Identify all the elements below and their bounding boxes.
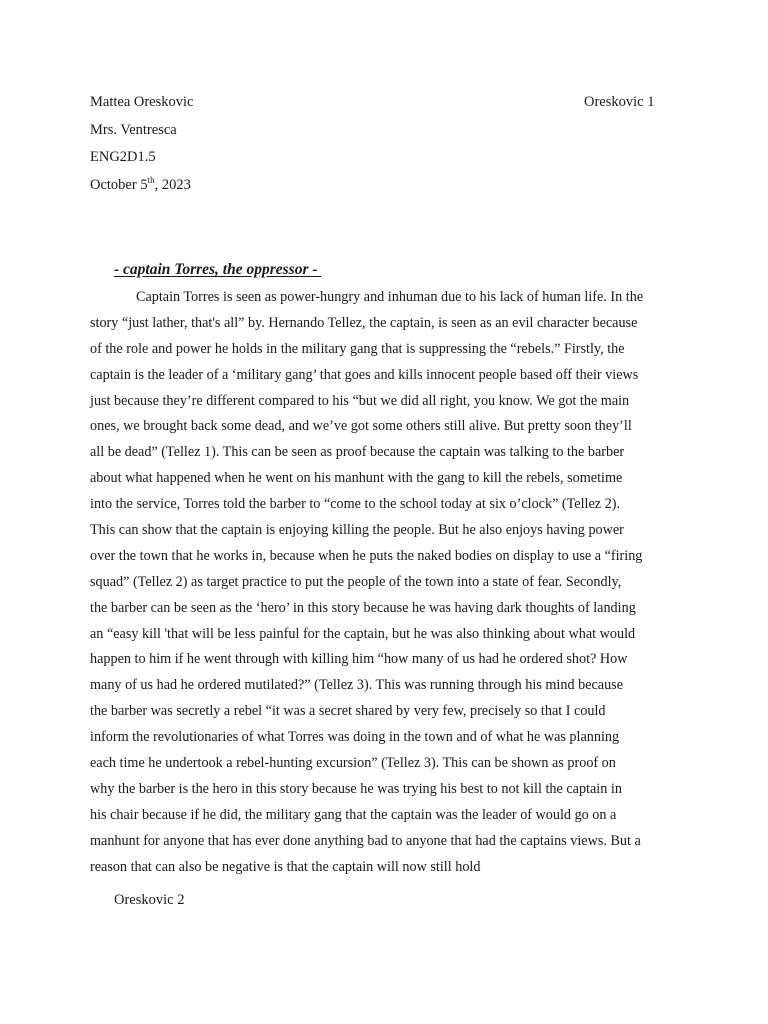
body-line: squad” (Tellez 2) as target practice to put the people of the town into a state of fear. Secondly, xyxy=(90,573,622,590)
body-line: all be dead” (Tellez 1). This can be seen as proof because the captain was talking to the barber xyxy=(90,444,625,461)
author-name: Mattea Oreskovic xyxy=(90,94,194,110)
body-line: many of us had he ordered mutilated?” (Tellez 3). This was running through his mind because xyxy=(90,677,623,694)
body-line: ones, we brought back some dead, and we’ve got some others still alive. But pretty soon they’ll xyxy=(90,418,632,435)
body-line: happen to him if he went through with killing him “how many of us had he ordered shot? How xyxy=(90,651,628,668)
body-line: of the role and power he holds in the military gang that is suppressing the “rebels.” Firstly, the xyxy=(90,340,625,357)
body-line: reason that can also be negative is that the captain will now still hold xyxy=(90,858,481,875)
body-line: the barber can be seen as the ‘hero’ in this story because he was having dark thoughts of landing xyxy=(90,599,636,616)
essay-date xyxy=(90,176,191,194)
body-line: story “just lather, that's all” by. Hernando Tellez, the captain, is seen as an evil character because xyxy=(90,314,638,331)
date-superscript: th xyxy=(147,175,155,186)
body-line: why the barber is the hero in this story because he was trying his best to not kill the captain in xyxy=(90,780,622,797)
body-line: each time he undertook a rebel-hunting excursion” (Tellez 3). This can be shown as proof on xyxy=(90,755,616,772)
body-line: Captain Torres is seen as power-hungry and inhuman due to his lack of human life. In the xyxy=(136,289,644,305)
body-line: captain is the leader of a ‘military gang’ that goes and kills innocent people based off their views xyxy=(90,366,639,383)
body-line: the barber was secretly a rebel “it was a secret shared by very few, precisely so that I could xyxy=(90,703,606,720)
page-header-number: Oreskovic 1 xyxy=(584,94,655,110)
essay-body xyxy=(90,287,690,882)
date-year: , 2023 xyxy=(154,177,191,193)
essay-title: - captain Torres, the oppressor - xyxy=(114,261,322,278)
date-main: October 5 xyxy=(90,177,148,193)
body-line: an “easy kill 'that will be less painful for the captain, but he was also thinking about what would xyxy=(90,625,636,642)
body-line: about what happened when he went on his manhunt with the gang to kill the rebels, sometime xyxy=(90,470,623,487)
page-footer-number: Oreskovic 2 xyxy=(114,892,185,908)
teacher-name: Mrs. Ventresca xyxy=(90,122,177,138)
body-line: manhunt for anyone that has ever done anything bad to anyone that had the captains views. But a xyxy=(90,832,641,849)
body-line: his chair because if he did, the military gang that the captain was the leader of would go on a xyxy=(90,806,617,823)
body-line: This can show that the captain is enjoying killing the people. But he also enjoys having power xyxy=(90,522,624,539)
course-code: ENG2D1.5 xyxy=(90,149,156,165)
body-line: over the town that he works in, because when he puts the naked bodies on display to use a “firing xyxy=(90,547,643,564)
body-line: just because they’re different compared to his “but we did all right, you know. We got the main xyxy=(90,392,630,409)
body-line: inform the revolutionaries of what Torres was doing in the town and of what he was planning xyxy=(90,729,620,746)
body-line: into the service, Torres told the barber to “come to the school today at six o’clock” (Tellez 2). xyxy=(90,496,620,513)
